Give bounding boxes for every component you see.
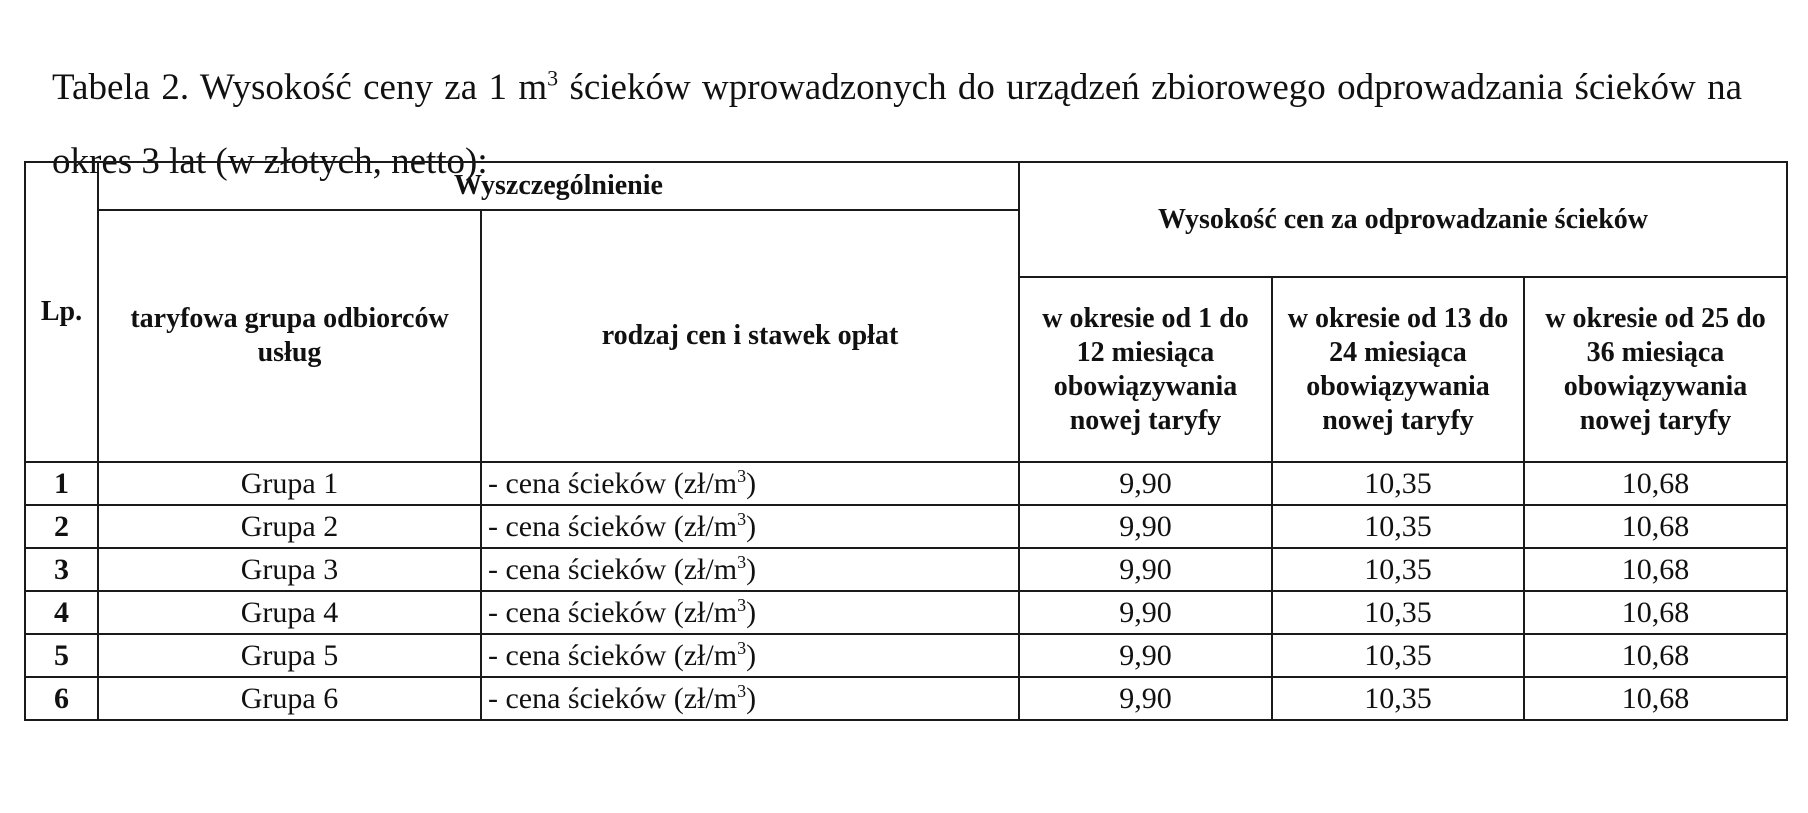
rate-close: ) (746, 638, 757, 672)
cell-group: Grupa 6 (98, 677, 481, 720)
cell-price-period-3: 10,68 (1524, 591, 1787, 634)
cell-price-period-2: 10,35 (1272, 505, 1524, 548)
table-row (25, 462, 1787, 505)
rate-text: - cena ścieków (zł/m (488, 681, 738, 715)
cell-price-period-2: 10,35 (1272, 548, 1524, 591)
cell-price-period-2: 10,35 (1272, 677, 1524, 720)
cell-price-period-3: 10,68 (1524, 505, 1787, 548)
header-wyszczegolnienie: Wyszczególnienie (98, 162, 1019, 210)
cell-price-period-2: 10,35 (1272, 462, 1524, 505)
header-lp: Lp. (25, 162, 98, 462)
cell-price-period-3: 10,68 (1524, 634, 1787, 677)
cell-rate (481, 548, 1019, 591)
table-row (25, 591, 1787, 634)
cell-lp: 6 (25, 677, 98, 720)
rate-close: ) (746, 681, 757, 715)
cell-rate (481, 505, 1019, 548)
tariff-table (24, 161, 1788, 721)
cell-price-period-2: 10,35 (1272, 634, 1524, 677)
cell-price-period-1: 9,90 (1019, 634, 1272, 677)
table-row (25, 634, 1787, 677)
table-row (25, 548, 1787, 591)
cell-lp: 2 (25, 505, 98, 548)
cell-group: Grupa 5 (98, 634, 481, 677)
rate-text: - cena ścieków (zł/m (488, 466, 738, 500)
cell-lp: 1 (25, 462, 98, 505)
rate-text: - cena ścieków (zł/m (488, 595, 738, 629)
rate-superscript: 3 (737, 551, 747, 572)
cell-rate (481, 591, 1019, 634)
rate-close: ) (746, 552, 757, 586)
caption-text-rest: ścieków wprowadzonych do urządzeń zbiorowego odprowadzania ścieków na okres 3 lat (w złotych, netto): (52, 67, 1742, 182)
rate-superscript: 3 (737, 508, 747, 529)
rate-superscript: 3 (737, 465, 747, 486)
cell-group: Grupa 3 (98, 548, 481, 591)
rate-text: - cena ścieków (zł/m (488, 552, 738, 586)
cell-rate (481, 462, 1019, 505)
header-period-3: w okresie od 25 do 36 miesiąca obowiązywania nowej taryfy (1524, 277, 1787, 462)
cell-lp: 3 (25, 548, 98, 591)
header-price-range: Wysokość cen za odprowadzanie ścieków (1019, 162, 1787, 277)
cell-rate (481, 634, 1019, 677)
cell-group: Grupa 2 (98, 505, 481, 548)
rate-text: - cena ścieków (zł/m (488, 509, 738, 543)
rate-close: ) (746, 595, 757, 629)
rate-text: - cena ścieków (zł/m (488, 638, 738, 672)
cell-price-period-1: 9,90 (1019, 591, 1272, 634)
rate-close: ) (746, 509, 757, 543)
rate-close: ) (746, 466, 757, 500)
caption-text: Tabela 2. Wysokość ceny za 1 m (52, 67, 548, 108)
cell-group: Grupa 4 (98, 591, 481, 634)
cell-price-period-1: 9,90 (1019, 548, 1272, 591)
caption-superscript: 3 (547, 65, 559, 91)
cell-price-period-2: 10,35 (1272, 591, 1524, 634)
rate-superscript: 3 (737, 680, 747, 701)
cell-price-period-3: 10,68 (1524, 677, 1787, 720)
cell-price-period-3: 10,68 (1524, 548, 1787, 591)
header-tariff-group: taryfowa grupa odbiorców usług (98, 210, 481, 462)
cell-price-period-1: 9,90 (1019, 677, 1272, 720)
cell-price-period-1: 9,90 (1019, 505, 1272, 548)
header-period-1: w okresie od 1 do 12 miesiąca obowiązywania nowej taryfy (1019, 277, 1272, 462)
table-row (25, 677, 1787, 720)
cell-price-period-1: 9,90 (1019, 462, 1272, 505)
rate-superscript: 3 (737, 637, 747, 658)
rate-superscript: 3 (737, 594, 747, 615)
cell-group: Grupa 1 (98, 462, 481, 505)
cell-lp: 4 (25, 591, 98, 634)
table-row (25, 505, 1787, 548)
header-period-2: w okresie od 13 do 24 miesiąca obowiązywania nowej taryfy (1272, 277, 1524, 462)
cell-rate (481, 677, 1019, 720)
cell-lp: 5 (25, 634, 98, 677)
header-rate-type: rodzaj cen i stawek opłat (481, 210, 1019, 462)
cell-price-period-3: 10,68 (1524, 462, 1787, 505)
